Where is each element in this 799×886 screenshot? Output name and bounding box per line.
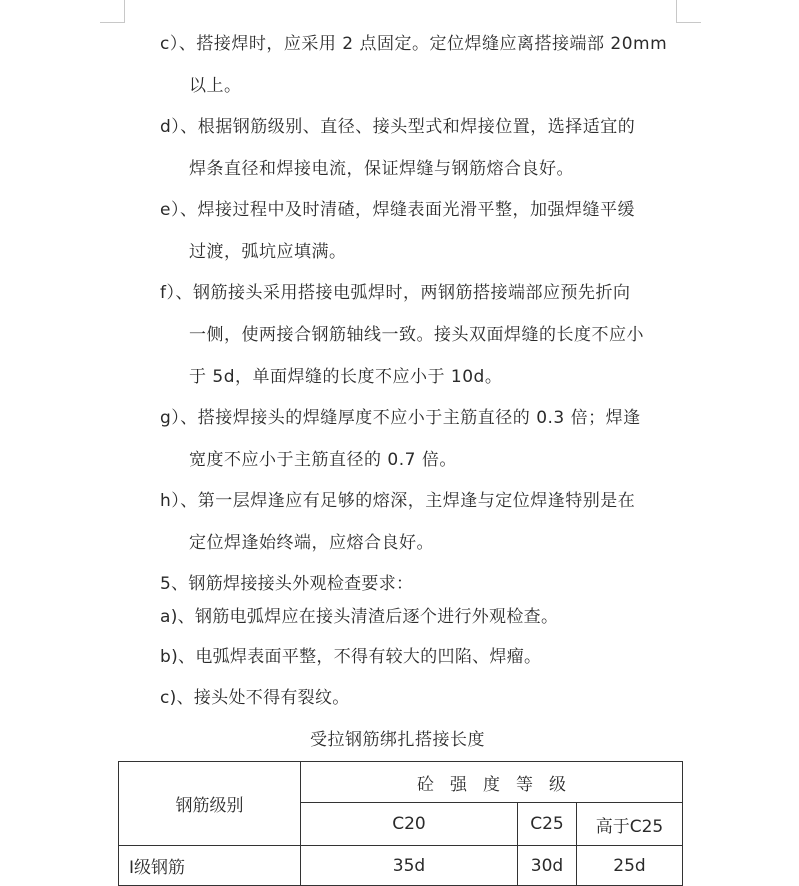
- paragraph-line: 以上。: [189, 76, 242, 96]
- list-item: b)、电弧焊表面平整，不得有较大的凹陷、焊瘤。: [160, 647, 542, 667]
- group-header-cell: 砼强度等级: [301, 762, 683, 803]
- paragraph-line: e）、焊接过程中及时清碴，焊缝表面光滑平整，加强焊缝平缓: [160, 200, 635, 220]
- list-item: c)、接头处不得有裂纹。: [160, 688, 350, 708]
- paragraph-line: 过渡，弧坑应填满。: [189, 242, 347, 262]
- paragraph-line: g）、搭接焊接头的焊缝厚度不应小于主筋直径的 0.3 倍；焊逢: [160, 408, 641, 428]
- row-header-cell: 钢筋级别: [119, 762, 301, 846]
- section-heading: 5、钢筋焊接接头外观检查要求：: [160, 574, 414, 594]
- list-item: a)、钢筋电弧焊应在接头清渣后逐个进行外观检查。: [160, 607, 559, 627]
- paragraph-line: d）、根据钢筋级别、直径、接头型式和焊接位置，选择适宜的: [160, 117, 636, 137]
- table-row: [119, 846, 683, 886]
- paragraph-line: 一侧，使两接合钢筋轴线一致。接头双面焊缝的长度不应小: [189, 325, 644, 345]
- value-cell: 30d: [518, 846, 577, 886]
- page-corner-mark-right: [676, 0, 701, 23]
- column-header-cell: 高于C25: [577, 803, 683, 846]
- table-caption: 受拉钢筋绑扎搭接长度: [310, 730, 485, 750]
- paragraph-line: 宽度不应小于主筋直径的 0.7 倍。: [189, 450, 457, 470]
- paragraph-line: 定位焊逢始终端，应熔合良好。: [189, 533, 434, 553]
- paragraph-line: 焊条直径和焊接电流，保证焊缝与钢筋熔合良好。: [189, 159, 574, 179]
- paragraph-line: h）、第一层焊逢应有足够的熔深，主焊逢与定位焊逢特别是在: [160, 491, 636, 511]
- grade-cell: Ⅰ级钢筋: [119, 846, 301, 886]
- column-header-cell: C20: [301, 803, 518, 846]
- column-header-cell: C25: [518, 803, 577, 846]
- value-cell: 35d: [301, 846, 518, 886]
- lap-length-table: [118, 761, 683, 886]
- page-corner-mark-left: [100, 0, 125, 23]
- value-cell: 25d: [577, 846, 683, 886]
- paragraph-line: f）、钢筋接头采用搭接电弧焊时，两钢筋搭接端部应预先折向: [160, 283, 631, 303]
- paragraph-line: c）、搭接焊时，应采用 2 点固定。定位焊缝应离搭接端部 20mm: [160, 34, 668, 54]
- paragraph-line: 于 5d，单面焊缝的长度不应小于 10d。: [189, 367, 503, 387]
